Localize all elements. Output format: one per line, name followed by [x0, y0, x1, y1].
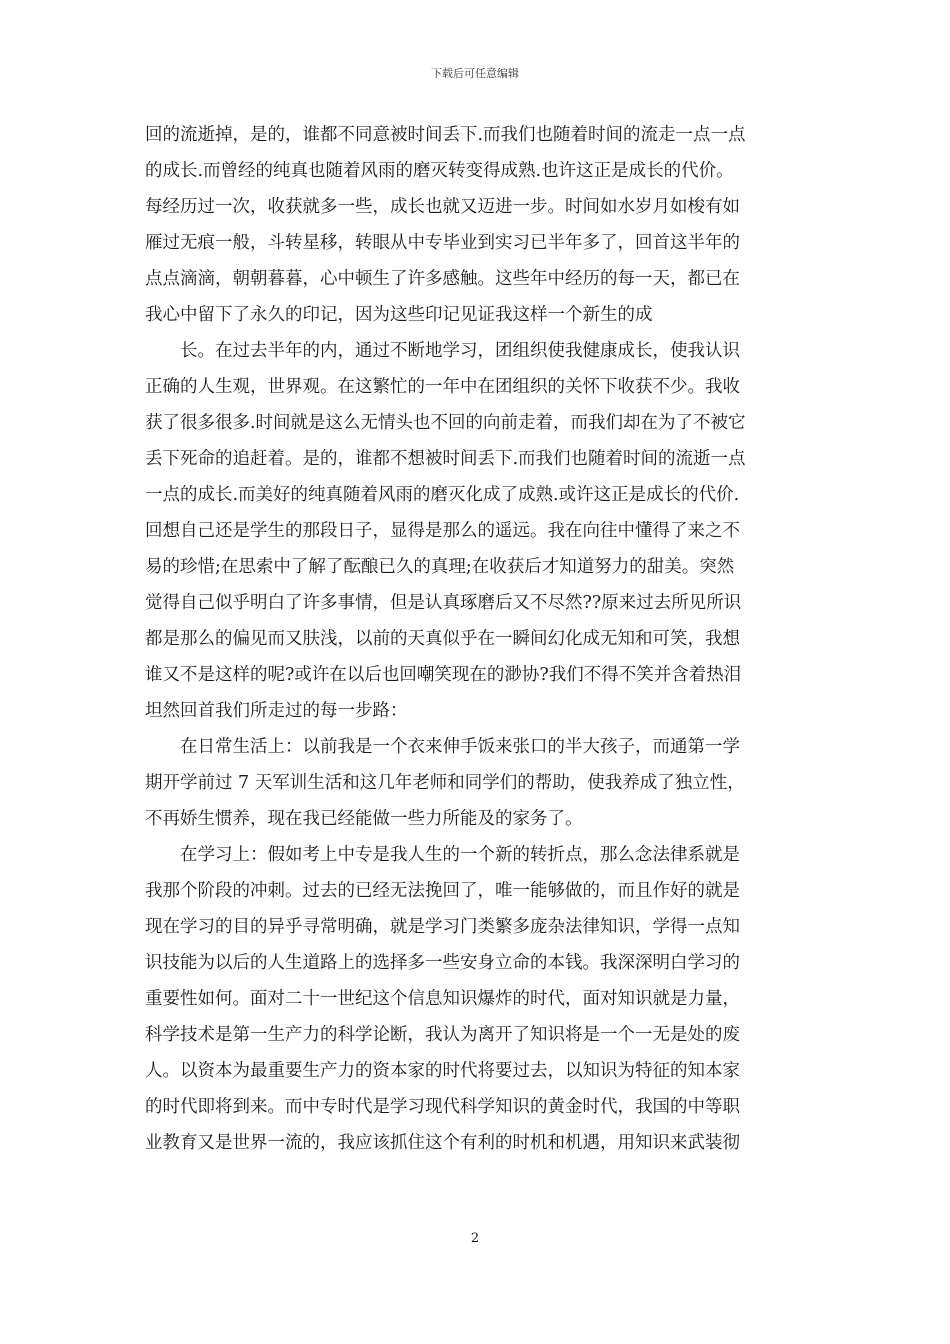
text-line: 的成长.而曾经的纯真也随着风雨的磨灭转变得成熟.也许这正是成长的代价。: [145, 161, 734, 181]
text-line: 回的流逝掉，是的，谁都不同意被时间丢下.而我们也随着时间的流走一点一点: [145, 125, 746, 145]
text-line: 雁过无痕一般，斗转星移，转眼从中专毕业到实习已半年多了，回首这半年的: [145, 233, 740, 253]
text-line: 识技能为以后的人生道路上的选择多一些安身立命的本钱。我深深明白学习的: [145, 953, 740, 973]
text-line: 期开学前过 7 天军训生活和这几年老师和同学们的帮助，使我养成了独立性，: [145, 773, 745, 793]
text-line: 业教育又是世界一流的，我应该抓住这个有利的时机和机遇，用知识来武装彻: [145, 1133, 740, 1153]
text-line: 现在学习的目的异乎寻常明确，就是学习门类繁多庞杂法律知识，学得一点知: [145, 917, 740, 937]
text-line: 一点的成长.而美好的纯真随着风雨的磨灭化成了成熟.或许这正是成长的代价.: [145, 485, 740, 505]
text-line: 易的珍惜;在思索中了解了酝酿已久的真理;在收获后才知道努力的甜美。突然: [145, 557, 735, 577]
text-line: 我那个阶段的冲刺。过去的已经无法挽回了，唯一能够做的，而且作好的就是: [145, 881, 740, 901]
text-line: 谁又不是这样的呢?或许在以后也回嘲笑现在的渺协?我们不得不笑并含着热泪: [145, 665, 742, 685]
page-header: 下载后可任意编辑: [431, 67, 519, 80]
text-line: 点点滴滴，朝朝暮暮，心中顿生了许多感触。这些年中经历的每一天，都已在: [145, 269, 740, 289]
text-line: 在日常生活上：以前我是一个衣来伸手饭来张口的半大孩子，而通第一学: [180, 737, 740, 757]
text-line: 我心中留下了永久的印记，因为这些印记见证我这样一个新生的成: [145, 305, 653, 325]
text-line: 都是那么的偏见而又肤浅，以前的天真似乎在一瞬间幻化成无知和可笑，我想: [145, 629, 740, 649]
document-body: [145, 117, 805, 1161]
text-line: 人。以资本为最重要生产力的资本家的时代将要过去，以知识为特征的知本家: [145, 1061, 740, 1081]
text-line: 在学习上：假如考上中专是我人生的一个新的转折点，那么念法律系就是: [180, 845, 740, 865]
text-line: 的时代即将到来。而中专时代是学习现代科学知识的黄金时代，我国的中等职: [145, 1097, 740, 1117]
paragraph: [145, 729, 805, 837]
text-line: 获了很多很多.时间就是这么无情头也不回的向前走着，而我们却在为了不被它: [145, 413, 746, 433]
text-line: 觉得自己似乎明白了许多事情，但是认真琢磨后又不尽然??原来过去所见所识: [145, 593, 742, 613]
text-line: 正确的人生观，世界观。在这繁忙的一年中在团组织的关怀下收获不少。我收: [145, 377, 740, 397]
paragraph: [145, 837, 805, 1161]
text-line: 回想自己还是学生的那段日子，显得是那么的遥远。我在向往中懂得了来之不: [145, 521, 740, 541]
text-line: 丢下死命的追赶着。是的，谁都不想被时间丢下.而我们也随着时间的流逝一点: [145, 449, 746, 469]
paragraph: [145, 333, 805, 729]
text-line: 科学技术是第一生产力的科学论断，我认为离开了知识将是一个一无是处的废: [145, 1025, 740, 1045]
paragraph: [145, 117, 805, 333]
text-line: 坦然回首我们所走过的每一步路：: [145, 701, 408, 721]
text-line: 每经历过一次，收获就多一些，成长也就又迈进一步。时间如水岁月如梭有如: [145, 197, 740, 217]
page-number: 2: [470, 1231, 480, 1246]
text-line: 重要性如何。面对二十一世纪这个信息知识爆炸的时代，面对知识就是力量，: [145, 989, 740, 1009]
text-line: 不再娇生惯养，现在我已经能做一些力所能及的家务了。: [145, 809, 583, 829]
text-line: 长。在过去半年的内，通过不断地学习，团组织使我健康成长，使我认识: [180, 341, 740, 361]
